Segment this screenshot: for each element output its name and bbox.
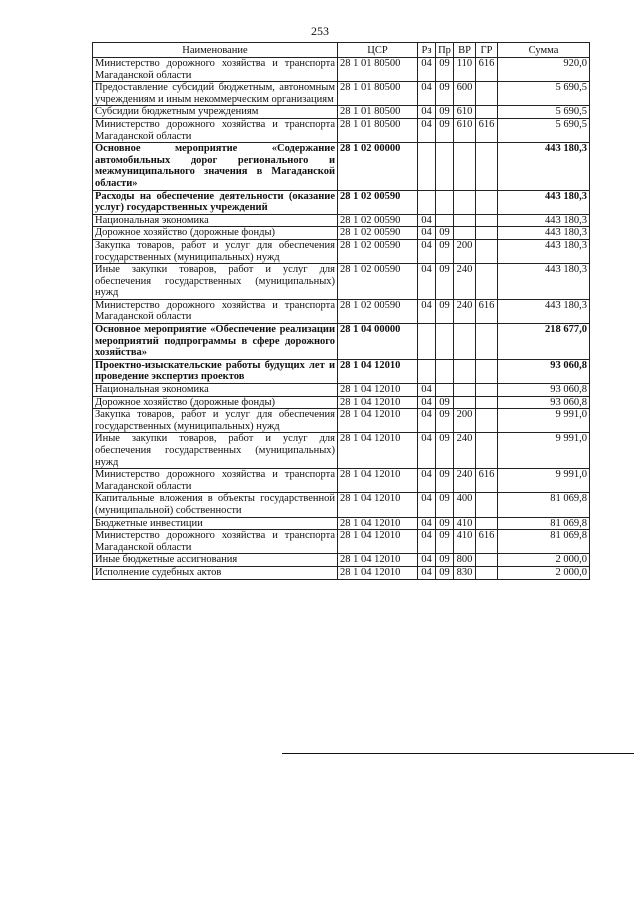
- header-name: Наименование: [93, 43, 338, 58]
- row-pr-code: [436, 359, 454, 383]
- row-rz-code: [418, 359, 436, 383]
- budget-table: [92, 42, 590, 580]
- row-name: Дорожное хозяйство (дорожные фонды): [93, 396, 338, 409]
- row-rz-code: 04: [418, 396, 436, 409]
- row-pr-code: 09: [436, 82, 454, 106]
- row-pr-code: 09: [436, 396, 454, 409]
- table-row: [93, 82, 590, 106]
- table-row: [93, 517, 590, 530]
- row-pr-code: [436, 384, 454, 397]
- row-vr-code: 610: [454, 106, 476, 119]
- row-sum: 81 069,8: [498, 493, 590, 517]
- row-gr-code: [476, 264, 498, 300]
- row-name: Проектно-изыскательские работы будущих лет и проведение экспертиз проектов: [93, 359, 338, 383]
- row-gr-code: [476, 396, 498, 409]
- row-name: Исполнение судебных актов: [93, 566, 338, 579]
- row-pr-code: 09: [436, 554, 454, 567]
- table-row: [93, 469, 590, 493]
- table-row: [93, 118, 590, 142]
- row-sum: 93 060,8: [498, 384, 590, 397]
- row-rz-code: 04: [418, 566, 436, 579]
- row-pr-code: 09: [436, 566, 454, 579]
- row-rz-code: 04: [418, 530, 436, 554]
- row-rz-code: [418, 190, 436, 214]
- row-gr-code: 616: [476, 118, 498, 142]
- row-name: Иные бюджетные ассигнования: [93, 554, 338, 567]
- table-row: [93, 264, 590, 300]
- row-csr-code: 28 1 02 00590: [338, 239, 418, 263]
- row-pr-code: 09: [436, 517, 454, 530]
- row-rz-code: 04: [418, 493, 436, 517]
- row-name: Расходы на обеспечение деятельности (оказание услуг) государственных учреждений: [93, 190, 338, 214]
- row-rz-code: 04: [418, 106, 436, 119]
- row-vr-code: 410: [454, 530, 476, 554]
- row-pr-code: 09: [436, 106, 454, 119]
- table-row: [93, 493, 590, 517]
- row-sum: 2 000,0: [498, 554, 590, 567]
- row-gr-code: [476, 554, 498, 567]
- row-pr-code: 09: [436, 299, 454, 323]
- row-name: Основное мероприятие «Обеспечение реализации мероприятий подпрограммы в сфере дорожного хозяйства»: [93, 324, 338, 360]
- row-vr-code: 800: [454, 554, 476, 567]
- footer-divider-line: [282, 753, 634, 754]
- row-sum: 2 000,0: [498, 566, 590, 579]
- table-row: [93, 299, 590, 323]
- row-sum: 443 180,3: [498, 239, 590, 263]
- header-rz: Рз: [418, 43, 436, 58]
- row-pr-code: [436, 324, 454, 360]
- row-name: Капитальные вложения в объекты государственной (муниципальной) собственности: [93, 493, 338, 517]
- row-vr-code: 830: [454, 566, 476, 579]
- row-vr-code: [454, 227, 476, 240]
- row-pr-code: 09: [436, 469, 454, 493]
- row-vr-code: 240: [454, 433, 476, 469]
- row-pr-code: 09: [436, 530, 454, 554]
- table-row: [93, 554, 590, 567]
- row-csr-code: 28 1 02 00590: [338, 227, 418, 240]
- table-row: [93, 359, 590, 383]
- row-sum: 443 180,3: [498, 190, 590, 214]
- row-vr-code: 400: [454, 493, 476, 517]
- row-pr-code: 09: [436, 118, 454, 142]
- row-sum: 93 060,8: [498, 359, 590, 383]
- row-sum: 93 060,8: [498, 396, 590, 409]
- row-gr-code: [476, 324, 498, 360]
- table-row: [93, 433, 590, 469]
- row-name: Министерство дорожного хозяйства и транспорта Магаданской области: [93, 469, 338, 493]
- row-name: Закупка товаров, работ и услуг для обеспечения государственных (муниципальных) нужд: [93, 239, 338, 263]
- row-gr-code: [476, 227, 498, 240]
- row-csr-code: 28 1 04 12010: [338, 433, 418, 469]
- row-csr-code: 28 1 01 80500: [338, 118, 418, 142]
- row-csr-code: 28 1 02 00590: [338, 264, 418, 300]
- row-csr-code: 28 1 04 12010: [338, 566, 418, 579]
- row-rz-code: 04: [418, 82, 436, 106]
- row-pr-code: [436, 143, 454, 190]
- row-rz-code: 04: [418, 227, 436, 240]
- table-row: [93, 409, 590, 433]
- row-csr-code: 28 1 04 12010: [338, 409, 418, 433]
- row-name: Национальная экономика: [93, 214, 338, 227]
- row-name: Бюджетные инвестиции: [93, 517, 338, 530]
- row-name: Иные закупки товаров, работ и услуг для обеспечения государственных (муниципальных) нужд: [93, 433, 338, 469]
- row-rz-code: 04: [418, 264, 436, 300]
- row-rz-code: 04: [418, 433, 436, 469]
- row-name: Закупка товаров, работ и услуг для обеспечения государственных (муниципальных) нужд: [93, 409, 338, 433]
- row-csr-code: 28 1 02 00590: [338, 299, 418, 323]
- row-csr-code: 28 1 04 12010: [338, 530, 418, 554]
- row-rz-code: 04: [418, 517, 436, 530]
- row-csr-code: 28 1 04 12010: [338, 359, 418, 383]
- row-vr-code: [454, 384, 476, 397]
- row-name: Министерство дорожного хозяйства и транспорта Магаданской области: [93, 530, 338, 554]
- row-gr-code: 616: [476, 299, 498, 323]
- table-row: [93, 566, 590, 579]
- row-name: Предоставление субсидий бюджетным, автономным учреждениям и иным некоммерческим организациям: [93, 82, 338, 106]
- row-gr-code: [476, 106, 498, 119]
- row-name: Национальная экономика: [93, 384, 338, 397]
- table-row: [93, 239, 590, 263]
- row-csr-code: 28 1 02 00000: [338, 143, 418, 190]
- row-vr-code: 240: [454, 299, 476, 323]
- row-csr-code: 28 1 02 00590: [338, 190, 418, 214]
- row-csr-code: 28 1 01 80500: [338, 58, 418, 82]
- table-row: [93, 214, 590, 227]
- row-rz-code: [418, 143, 436, 190]
- table-row: [93, 396, 590, 409]
- row-name: Министерство дорожного хозяйства и транспорта Магаданской области: [93, 58, 338, 82]
- table-row: [93, 530, 590, 554]
- row-sum: 5 690,5: [498, 118, 590, 142]
- row-pr-code: [436, 190, 454, 214]
- row-pr-code: [436, 214, 454, 227]
- row-vr-code: 610: [454, 118, 476, 142]
- row-csr-code: 28 1 04 12010: [338, 554, 418, 567]
- row-csr-code: 28 1 02 00590: [338, 214, 418, 227]
- row-pr-code: 09: [436, 58, 454, 82]
- row-csr-code: 28 1 04 12010: [338, 384, 418, 397]
- header-sum: Сумма: [498, 43, 590, 58]
- table-row: [93, 143, 590, 190]
- row-sum: 5 690,5: [498, 106, 590, 119]
- row-csr-code: 28 1 04 12010: [338, 493, 418, 517]
- row-sum: 443 180,3: [498, 214, 590, 227]
- row-vr-code: [454, 324, 476, 360]
- table-header-row: [93, 43, 590, 58]
- table-row: [93, 58, 590, 82]
- row-rz-code: 04: [418, 58, 436, 82]
- row-rz-code: [418, 324, 436, 360]
- row-gr-code: [476, 517, 498, 530]
- row-sum: 443 180,3: [498, 264, 590, 300]
- row-rz-code: 04: [418, 299, 436, 323]
- row-gr-code: [476, 214, 498, 227]
- row-vr-code: 240: [454, 469, 476, 493]
- row-rz-code: 04: [418, 118, 436, 142]
- row-gr-code: [476, 143, 498, 190]
- row-name: Основное мероприятие «Содержание автомобильных дорог регионального и межмуниципального значения в Магаданской области»: [93, 143, 338, 190]
- row-name: Субсидии бюджетным учреждениям: [93, 106, 338, 119]
- row-pr-code: 09: [436, 239, 454, 263]
- row-vr-code: 600: [454, 82, 476, 106]
- row-sum: 81 069,8: [498, 530, 590, 554]
- row-name: Министерство дорожного хозяйства и транспорта Магаданской области: [93, 118, 338, 142]
- row-gr-code: [476, 566, 498, 579]
- table-row: [93, 106, 590, 119]
- row-gr-code: 616: [476, 530, 498, 554]
- page-number: 253: [311, 24, 329, 38]
- row-sum: 443 180,3: [498, 143, 590, 190]
- row-name: Дорожное хозяйство (дорожные фонды): [93, 227, 338, 240]
- row-gr-code: [476, 384, 498, 397]
- row-vr-code: [454, 359, 476, 383]
- row-pr-code: 09: [436, 409, 454, 433]
- row-vr-code: 110: [454, 58, 476, 82]
- header-pr: Пр: [436, 43, 454, 58]
- row-gr-code: [476, 493, 498, 517]
- row-gr-code: [476, 190, 498, 214]
- row-vr-code: 240: [454, 264, 476, 300]
- row-gr-code: [476, 82, 498, 106]
- row-vr-code: [454, 396, 476, 409]
- row-vr-code: [454, 190, 476, 214]
- row-rz-code: 04: [418, 554, 436, 567]
- row-csr-code: 28 1 01 80500: [338, 106, 418, 119]
- table-row: [93, 324, 590, 360]
- row-rz-code: 04: [418, 214, 436, 227]
- row-pr-code: 09: [436, 264, 454, 300]
- header-csr: ЦСР: [338, 43, 418, 58]
- table-row: [93, 384, 590, 397]
- header-gr: ГР: [476, 43, 498, 58]
- row-csr-code: 28 1 04 12010: [338, 469, 418, 493]
- row-rz-code: 04: [418, 384, 436, 397]
- row-rz-code: 04: [418, 239, 436, 263]
- row-sum: 9 991,0: [498, 409, 590, 433]
- row-rz-code: 04: [418, 469, 436, 493]
- row-csr-code: 28 1 04 00000: [338, 324, 418, 360]
- row-vr-code: [454, 214, 476, 227]
- row-vr-code: [454, 143, 476, 190]
- header-vr: ВР: [454, 43, 476, 58]
- row-gr-code: 616: [476, 469, 498, 493]
- table-row: [93, 227, 590, 240]
- row-csr-code: 28 1 04 12010: [338, 396, 418, 409]
- row-vr-code: 200: [454, 409, 476, 433]
- row-vr-code: 200: [454, 239, 476, 263]
- row-sum: 443 180,3: [498, 299, 590, 323]
- row-name: Иные закупки товаров, работ и услуг для обеспечения государственных (муниципальных) нужд: [93, 264, 338, 300]
- row-pr-code: 09: [436, 493, 454, 517]
- row-gr-code: [476, 433, 498, 469]
- row-pr-code: 09: [436, 227, 454, 240]
- row-csr-code: 28 1 01 80500: [338, 82, 418, 106]
- row-name: Министерство дорожного хозяйства и транспорта Магаданской области: [93, 299, 338, 323]
- row-sum: 81 069,8: [498, 517, 590, 530]
- row-sum: 9 991,0: [498, 469, 590, 493]
- row-sum: 9 991,0: [498, 433, 590, 469]
- row-gr-code: [476, 409, 498, 433]
- row-vr-code: 410: [454, 517, 476, 530]
- row-sum: 920,0: [498, 58, 590, 82]
- row-sum: 218 677,0: [498, 324, 590, 360]
- row-sum: 5 690,5: [498, 82, 590, 106]
- row-sum: 443 180,3: [498, 227, 590, 240]
- row-gr-code: [476, 359, 498, 383]
- row-gr-code: 616: [476, 58, 498, 82]
- row-rz-code: 04: [418, 409, 436, 433]
- row-gr-code: [476, 239, 498, 263]
- row-csr-code: 28 1 04 12010: [338, 517, 418, 530]
- row-pr-code: 09: [436, 433, 454, 469]
- table-row: [93, 190, 590, 214]
